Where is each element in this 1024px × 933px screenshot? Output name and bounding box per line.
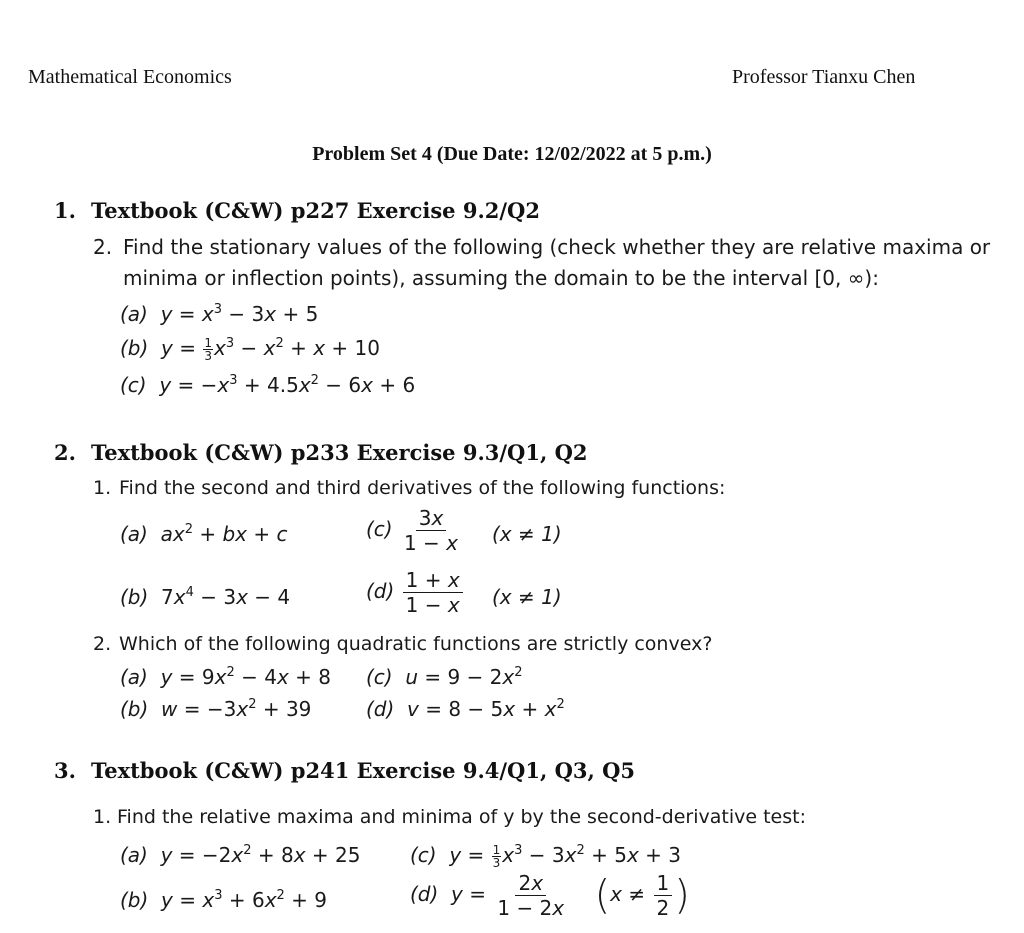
problem-number: 2.: [93, 633, 112, 655]
equation-1a: (a) $y = x^3 - 3x + 5$: [120, 302, 319, 326]
section-number: 2.: [54, 440, 76, 465]
equation-1b: (b) y = $\frac{1}{3}$ $x^3 - x^2 + x + 10$: [120, 336, 380, 363]
section-title: Textbook (C&W) p227 Exercise 9.2/Q2: [91, 198, 540, 223]
expression-2-1c: (c) $\frac{3x}{1 - x}$: [366, 506, 459, 555]
part-label: (c): [410, 843, 437, 867]
section-2-heading: [54, 440, 587, 465]
expression-2-1a: (a) $ax^2$ + bx + c: [120, 522, 288, 546]
problem-text-line-1: Find the stationary values of the following (check whether they are relative maxima or: [123, 235, 991, 259]
part-label: (c): [366, 517, 393, 541]
function-2-2d: (d) $v = 8 - 5x + x^2$: [366, 697, 565, 721]
section-title: Textbook (C&W) p233 Exercise 9.3/Q1, Q2: [91, 440, 588, 465]
expression-2-1d: (d) $\frac{1 + x}{1 - x}$: [366, 570, 465, 615]
function-2-2b: (b) $w = -3x^2 + 39$: [120, 697, 312, 721]
course-name: Mathematical Economics: [28, 66, 232, 88]
problem-text: Find the relative maxima and minima of y by the second-derivative test:: [117, 806, 806, 828]
section-1-heading: [54, 198, 540, 223]
part-label: (d): [410, 882, 439, 906]
section-number: 3.: [54, 758, 76, 783]
part-label: (b): [120, 697, 149, 721]
problem-text: Which of the following quadratic functions are strictly convex?: [119, 633, 713, 655]
condition-2-1d: (x ≠ 1): [492, 585, 562, 609]
function-3-1c: (c) y = $\frac{1}{3}$ $x^3 - 3x^2 + 5x + 3$: [410, 843, 681, 870]
function-3-1d: (d) y = $\frac{2x}{1 - 2x}$ (x ≠ $\frac{1}{2}$ ): [410, 871, 690, 920]
part-label: (c): [120, 373, 147, 397]
condition-2-1c: (x ≠ 1): [492, 522, 562, 546]
problem-text: Find the second and third derivatives of the following functions:: [119, 477, 726, 499]
section-3-heading: [54, 758, 635, 783]
part-label: (a): [120, 843, 148, 867]
function-2-2a: (a) $y = 9x^2 - 4x + 8$: [120, 665, 332, 689]
problem-number: 1.: [93, 477, 112, 499]
part-label: (d): [366, 697, 395, 721]
part-label: (a): [120, 665, 148, 689]
equation-1c: (c) $y = -x^3 + 4.5x^2 - 6x + 6$: [120, 373, 416, 397]
section-number: 1.: [54, 198, 76, 223]
problem-number: 1.: [93, 806, 112, 828]
part-label: (d): [366, 579, 395, 603]
part-label: (a): [120, 522, 148, 546]
part-label: (c): [366, 665, 393, 689]
expression-2-1b: (b) $7x^4 - 3x - 4$: [120, 585, 291, 609]
part-label: (b): [120, 585, 149, 609]
professor-name: Professor Tianxu Chen: [732, 66, 916, 88]
part-label: (b): [120, 888, 149, 912]
problem-number: 2.: [93, 235, 113, 259]
part-label: (b): [120, 336, 149, 360]
function-3-1a: (a) $y = -2x^2 + 8x + 25$: [120, 843, 361, 867]
page-title: Problem Set 4 (Due Date: 12/02/2022 at 5 p.m.): [312, 143, 712, 165]
function-2-2c: (c) $u = 9 - 2x^2$: [366, 665, 523, 689]
section-title: Textbook (C&W) p241 Exercise 9.4/Q1, Q3, Q5: [91, 758, 636, 783]
function-3-1b: (b) $y = x^3 + 6x^2 + 9$: [120, 888, 328, 912]
part-label: (a): [120, 302, 148, 326]
problem-text-line-2: minima or inflection points), assuming the domain to be the interval [0, ∞):: [123, 266, 879, 290]
